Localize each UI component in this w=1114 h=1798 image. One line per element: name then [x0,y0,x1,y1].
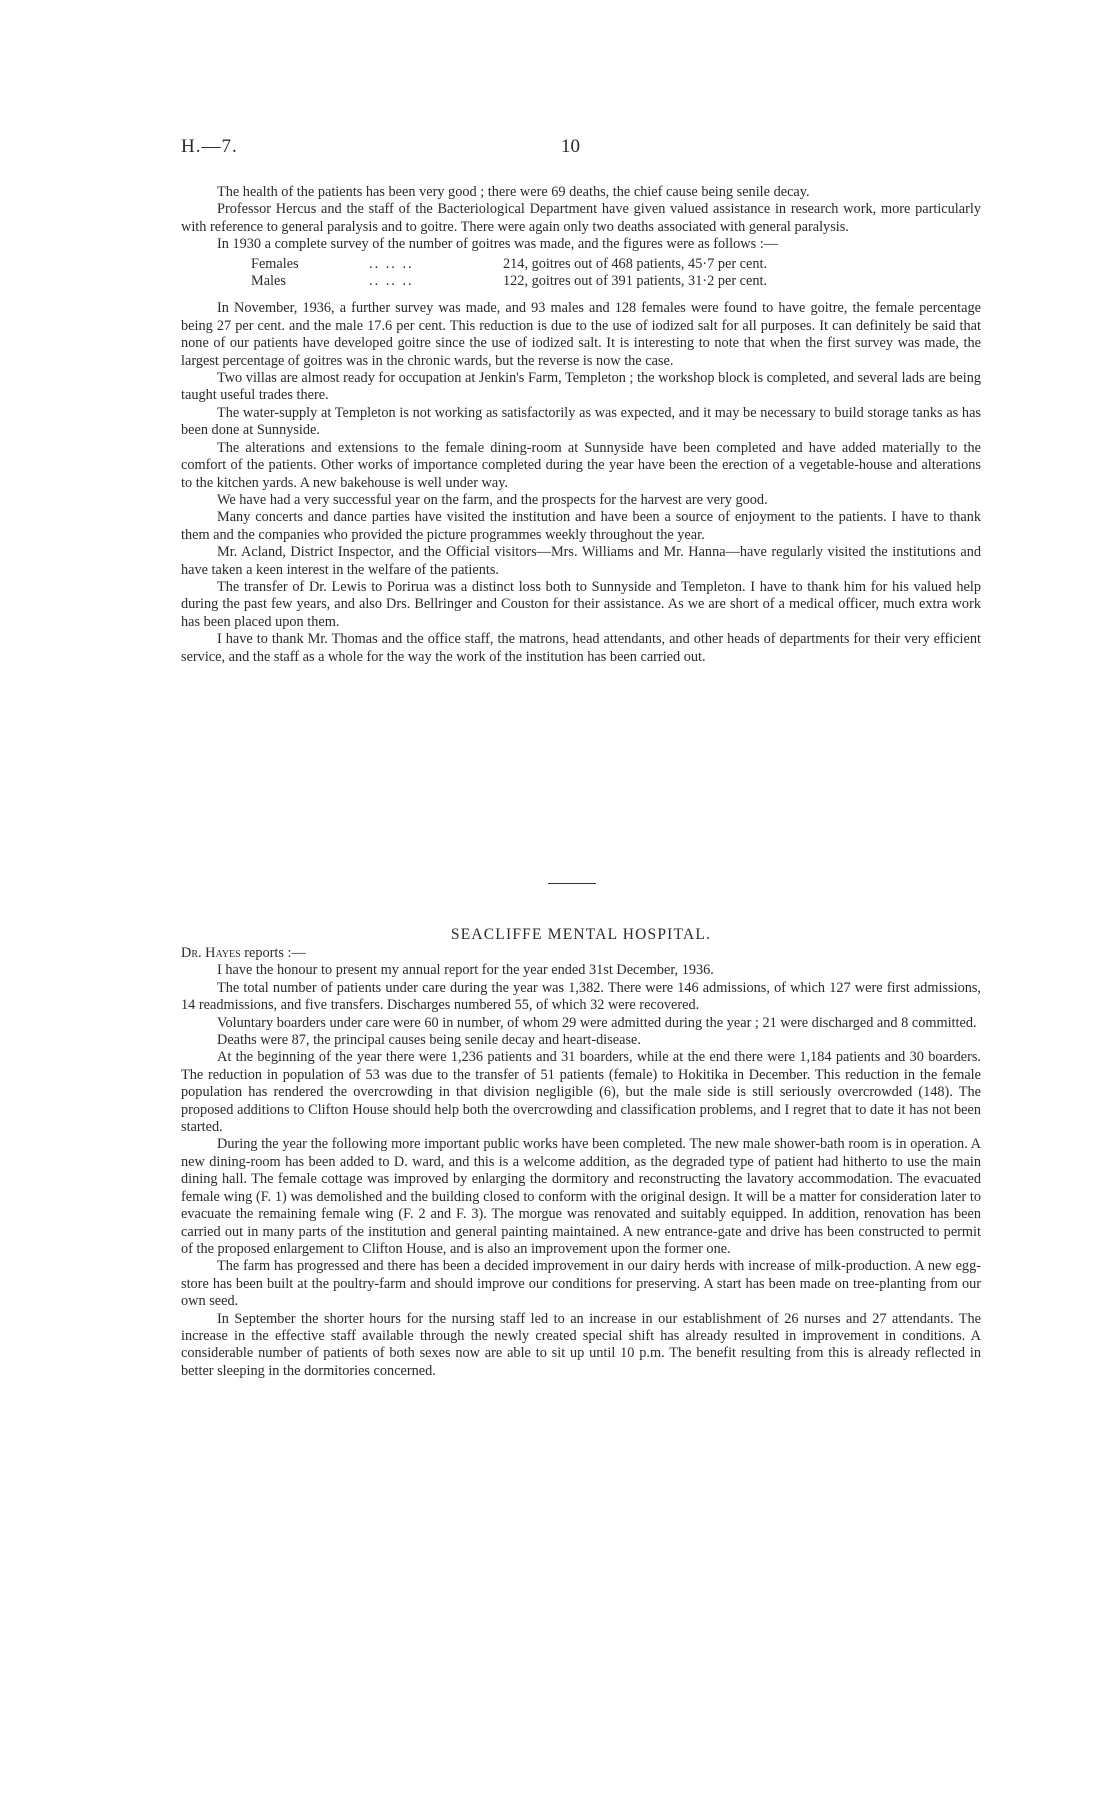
table-cell-leader: .. .. .. [369,255,414,272]
paragraph: During the year the following more important public works have been completed. The new male shower-bath room is in operation. A new dining-room has been added to D. ward, and this is a welcome addition, as the degraded type of patient had hitherto to use the main dining hall. The female cottage was improved by enlarging the dormitory and reconstructing the lavatory accommodation. The evacuated female wing (F. 1) was demolished and the building closed to conform with the original design. It will be a matter for consideration later to evacuate the remaining female wing (F. 2 and F. 3). The morgue was renovated and suitably equipped. In addition, renovation has been carried out in many parts of the institution and general painting maintained. A new entrance-gate and drive has been constructed to permit of the proposed enlargement to Clifton House, and is also an improvement upon the former one. [181,1136,981,1257]
goitre-survey-table [251,256,767,291]
paragraph: The health of the patients has been very good ; there were 69 deaths, the chief cause being senile decay. [217,184,810,200]
reporter-name: Dr. Hayes [181,945,241,961]
table-cell-value: 122, goitres out of 391 patients, 31·2 per cent. [503,273,768,290]
paragraph: Voluntary boarders under care were 60 in number, of whom 29 were admitted during the year ; 21 were discharged and 8 committed. [217,1014,977,1031]
seacliffe-report-section [181,908,981,1380]
reporter-line [181,945,981,962]
table-cell-value: 214, goitres out of 468 patients, 45·7 per cent. [503,255,768,272]
paragraph: Two villas are almost ready for occupation at Jenkin's Farm, Templeton ; the workshop block is completed, and several lads are being taught useful trades there. [181,370,981,404]
paragraph: I have to thank Mr. Thomas and the office staff, the matrons, head attendants, and other heads of departments for their very efficient service, and the staff as a whole for the way the work of the institution has been carried out. [181,631,981,665]
table-cell-label: Females [251,255,299,272]
paragraph: The alterations and extensions to the female dining-room at Sunnyside have been completed and have added materially to the comfort of the patients. Other works of importance completed during the year have been the erection of a vegetable-house and alterations to the kitchen yards. A new bakehouse is well under way. [181,439,981,491]
paragraph: Many concerts and dance parties have visited the institution and have been a source of enjoyment to the patients. I have to thank them and the companies who provided the picture programmes weekly throughout the year. [181,509,981,543]
paragraph: Deaths were 87, the principal causes being senile decay and heart-disease. [217,1032,641,1049]
page-reference: H.—7. [181,136,238,157]
table-row [251,256,767,273]
page-number: 10 [561,136,580,157]
paragraph: Mr. Acland, District Inspector, and the Official visitors—Mrs. Williams and Mr. Hanna—have regularly visited the institutions and have taken a keen interest in the welfare of the patients. [181,544,981,578]
paragraph: The total number of patients under care during the year was 1,382. There were 146 admissions, of which 127 were first admissions, 14 readmissions, and five transfers. Discharges numbered 55, of which 32 were recovered. [181,979,981,1014]
sunnyside-report-section [181,184,981,666]
paragraph: Professor Hercus and the staff of the Bacteriological Department have given valued assistance in research work, more particularly with reference to general paralysis and to goitre. There were again only two deaths associated with general paralysis. [181,201,981,235]
paragraph: In 1930 a complete survey of the number of goitres was made, and the figures were as follows :— [217,236,778,253]
paragraph: I have the honour to present my annual report for the year ended 31st December, 1936. [217,962,714,979]
reporter-suffix: reports :— [240,945,306,961]
paragraph: In November, 1936, a further survey was made, and 93 males and 128 females were found to have goitre, the female percentage being 27 per cent. and the male 17.6 per cent. This reduction is due to the use of iodized salt for all purposes. It can definitely be said that none of our patients have developed goitre since the use of iodized salt. It is interesting to note that when the first survey was made, the largest percentage of goitres was in the chronic wards, but the reverse is now the case. [181,300,981,369]
paragraph: In September the shorter hours for the nursing staff led to an increase in our establishment of 26 nurses and 27 attendants. The increase in the effective staff available through the newly created special shift has already resulted in improvement in conditions. A considerable number of patients of both sexes now are able to sit up until 10 p.m. The benefit resulting from this is already reflected in better sleeping in the dormitories concerned. [181,1310,981,1379]
paragraph: The farm has progressed and there has been a decided improvement in our dairy herds with increase of milk-production. A new egg-store has been built at the poultry-farm and should improve our conditions for preserving. A start has been made on tree-planting from our own seed. [181,1258,981,1310]
page-header [181,136,981,164]
paragraph: The water-supply at Templeton is not working as satisfactorily as was expected, and it may be necessary to build storage tanks as has been done at Sunnyside. [181,404,981,439]
paragraph: The transfer of Dr. Lewis to Porirua was a distinct loss both to Sunnyside and Templeton. I have to thank him for his valued help during the past few years, and also Drs. Bellringer and Couston for their assistance. As we are short of a medical officer, much extra work has been placed upon them. [181,578,981,630]
table-cell-leader: .. .. .. [369,273,414,290]
section-divider [548,883,596,884]
paragraph: We have had a very successful year on the farm, and the prospects for the harvest are very good. [217,491,768,508]
table-cell-label: Males [251,273,286,290]
section-title: SEACLIFFE MENTAL HOSPITAL. [450,926,712,943]
table-row [251,273,767,290]
paragraph: At the beginning of the year there were 1,236 patients and 31 boarders, while at the end there were 1,184 patients and 30 boarders. The reduction in population of 53 was due to the transfer of 51 patients (female) to Hokitika in December. This reduction in the female population has rendered the overcrowding in that division negligible (6), but the male side is still seriously overcrowded (148). The proposed additions to Clifton House should help both the overcrowding and classification problems, and I regret that to date it has not been started. [181,1049,981,1136]
